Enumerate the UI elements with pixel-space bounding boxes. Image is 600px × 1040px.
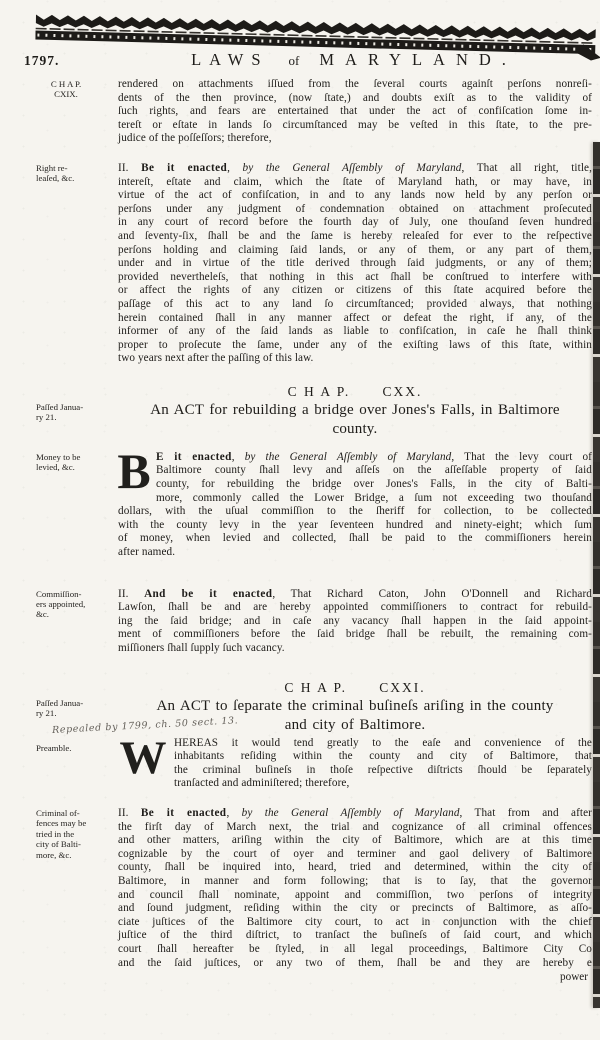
law-paragraph — [118, 588, 592, 656]
section-chap119 — [0, 78, 600, 146]
text-line: county, ſhall be inquired into, heard, tried and determined, within the city of — [118, 861, 592, 874]
text-line: inhabitants reſiding within the county and city of Baltimore, that — [174, 750, 592, 763]
text-line: II. Be it enacted, by the General Aſſembly of Maryland, That all right, title, — [118, 161, 592, 174]
text-line: after named. — [118, 546, 176, 559]
text-line: Paſſed Janua- — [36, 697, 84, 708]
text-line: the criminal buſineſs in thoſe reſpective diſtricts ſhould be ſeparately — [174, 763, 592, 776]
text-line: informer of any of the ſaid lands as liable to confiſcation, in caſe he ſhall think — [118, 325, 592, 338]
text-line: tereſt or eſtate in lands ſo circumſtanced may be veſted in this ſtate, to the pre- — [118, 118, 592, 131]
text-line: Money to be — [36, 451, 81, 462]
text-line: An ACT for rebuilding a bridge over Jones's Falls, in Baltimore — [150, 401, 560, 418]
text-line: Right re- — [36, 162, 68, 173]
text-line: Criminal of- — [36, 807, 80, 818]
text-line: county. — [332, 420, 378, 437]
margin-note — [36, 807, 118, 984]
catchword: power — [560, 971, 588, 984]
text-line: city of Balti- — [36, 839, 81, 850]
law-paragraph — [118, 162, 592, 366]
text-line: provided nevertheleſs, that nothing in this act ſhall be conſtrued to interfere with — [118, 270, 592, 283]
margin-note — [36, 737, 118, 791]
text-line: in any court of record before the fourth day of July, one thouſand ſeven hundred — [118, 216, 592, 229]
text-line: court ſhall hereafter be ſtyled, in all legal proceedings, Baltimore City Co — [118, 942, 592, 955]
law-paragraph — [118, 78, 592, 146]
section-act120-title — [0, 401, 600, 439]
text-line: or affect the rights of any citizen or citizens of this ſtate acquired before the — [118, 284, 592, 297]
text-line: ing the ſaid bridge; and in caſe any vacancy ſhall happen in the ſaid appoint- — [118, 614, 592, 627]
text-line: fences may be — [36, 818, 87, 829]
section-act121-title — [0, 697, 600, 735]
text-line: ry 21. — [36, 412, 57, 423]
page-edge-band — [593, 142, 600, 1008]
text-line: and ſound judgment, reſiding within the city or precincts of Baltimore, as aſſo- — [118, 902, 592, 915]
text-line: ment of commiſſioners before the ſaid bridge ſhall be rebuilt, the remaining com- — [118, 628, 592, 641]
text-line: intereſt, eſtate and claim, which the ſtate of Maryland hath, or may have, in — [118, 175, 592, 188]
text-line: perſons holding and claiming ſaid lands, or any of them, or any part of them, — [118, 243, 592, 256]
text-line: &c. — [36, 609, 49, 620]
text-line: C H A P. — [50, 79, 82, 89]
text-line: leaſed, &c. — [36, 173, 75, 184]
text-line: juſtice of the third diſtrict, to tranſact the buſineſs of ſaid court, and which — [118, 929, 592, 942]
text-line: ry 21. — [36, 708, 57, 718]
section-right-released — [0, 162, 600, 366]
text-line: tranſacted and adminiſtered; therefore, — [174, 777, 350, 790]
margin-note — [36, 401, 118, 439]
text-line: virtue of the act of confiſcation, in and to any lands now held by any perſon or — [118, 189, 592, 202]
text-line: more, commonly called the Lower Bridge, a ſum not exceeding two thouſand — [156, 491, 592, 504]
margin-note — [36, 588, 118, 656]
law-paragraph — [118, 732, 592, 791]
text-line: under and in virtue of the title derived through ſaid judgments, or any of them; — [118, 257, 592, 270]
text-line: cognizable by the court of oyer and terminer and gaol delivery of Baltimore — [118, 847, 592, 860]
text-line: dents of the then province, (now ſtate,) and doubts exiſt as to the validity of — [118, 91, 592, 104]
text-line: dollars, with the uſual commiſſion to the ſheriff for collection, to be collected — [118, 505, 592, 518]
text-line: CXIX. — [54, 89, 78, 100]
section-criminal — [0, 807, 600, 984]
text-line: Baltimore, in manner and form following; that is to ſay, that the governor — [118, 874, 592, 887]
act-title — [118, 401, 592, 439]
text-line: ſuch rights, and fears are entertained that under the act of confiſcation ſome in- — [118, 105, 592, 118]
title-of: of — [288, 53, 300, 68]
drop-cap: B — [117, 443, 151, 500]
drop-cap: W — [119, 732, 167, 784]
text-line: county, for rebuilding the bridge over Jones's Falls, in the city of Balti- — [156, 478, 592, 491]
text-line: judice of the poſſeſſors; therefore, — [118, 132, 272, 145]
text-line: herein contained ſhall in any manner affect or defeat the right, if any, of the — [118, 311, 592, 324]
text-line: Paſſed Janua- — [36, 401, 84, 412]
text-line: and council ſhall nominate, appoint and commiſſion, two perſons of integrity — [118, 888, 592, 901]
law-paragraph — [117, 443, 592, 560]
handwritten-annotation: Repealed by 1799, ch. 50 sect. 13. — [51, 714, 239, 736]
title-laws: LAWS — [191, 50, 269, 69]
text-line: Commiſſion- — [36, 588, 82, 599]
text-line: paſſage of this act to any land ſo circumſtanced; provided always, that nothing — [118, 297, 592, 310]
text-line: miſſioners ſhall ſupply ſuch vacancy. — [118, 642, 285, 654]
section-preamble — [0, 732, 600, 791]
text-line: the firſt day of March next, the trial and cognizance of all criminal offences — [118, 820, 592, 833]
text-line: tried in the — [36, 828, 75, 839]
text-line: levied, &c. — [36, 462, 75, 473]
title-maryland: MARYLAND. — [319, 50, 517, 69]
text-line: and the ſaid juſtices, or any two of them, ſhall be and they are hereby e — [118, 956, 592, 969]
text-line: Baltimore county ſhall levy and aſſeſs on the aſſeſſable property of ſaid — [156, 464, 592, 477]
text-line: with the county levy in the year ſeventeen hundred and ninety-eight; which ſum — [118, 518, 592, 531]
text-line: and ſeventy-ſix, ſhall be and the ſame is hereby releaſed for ever to the reſpective — [118, 229, 592, 242]
chapter-heading: C H A P. CXX. — [287, 383, 423, 399]
text-line: and other matters, ariſing within the city of Baltimore, which are at this time — [118, 834, 592, 847]
margin-note — [36, 162, 118, 366]
section-chap121-heading — [0, 680, 600, 695]
text-line: Preamble. — [36, 742, 72, 753]
text-line: more, &c. — [36, 849, 72, 860]
section-levy — [0, 443, 600, 560]
margin-note — [36, 451, 118, 560]
section-commissioners — [0, 588, 600, 656]
page-body — [0, 78, 600, 984]
text-line: An ACT to ſeparate the criminal buſineſs ariſing in the county — [156, 697, 554, 714]
text-line: proper to proſecute the ſame, under any of the exiſting laws of this ſtate, within — [118, 338, 592, 351]
text-line: II. Be it enacted, by the General Aſſembly of Maryland, That from and after — [118, 806, 592, 819]
text-line: II. And be it enacted, That Richard Caton, John O'Donnell and Richard — [118, 587, 592, 600]
text-line: E it enacted, by the General Aſſembly of Maryland, That the levy court of — [156, 450, 592, 463]
text-line: HEREAS it would tend greatly to the eaſe and convenience of the — [174, 736, 592, 749]
margin-note — [36, 78, 118, 146]
section-chap120-heading — [0, 384, 600, 399]
ornamental-border — [0, 0, 600, 48]
text-line: rendered on attachments iſſued from the ſeveral courts againſt perſons nonreſi- — [118, 78, 592, 90]
year-label: 1797. — [24, 53, 60, 68]
text-line: two years next after the paſſing of this law. — [118, 352, 314, 365]
law-paragraph — [118, 807, 592, 984]
text-line: and city of Baltimore. — [284, 716, 426, 733]
text-line: ciate juſtices of the Baltimore city court, to act in conjunction with the chief — [118, 915, 592, 928]
act-title — [118, 697, 592, 735]
text-line: ers appointed, — [36, 599, 86, 610]
chapter-heading: C H A P. CXXI. — [284, 679, 426, 695]
text-line: perſons under any judgment of condemnation obtained on attachment proſecuted — [118, 202, 592, 215]
text-line: Lawſon, ſhall be and are hereby appointed commiſſioners to contract for rebuild- — [118, 601, 592, 614]
text-line: of money, when levied and collected, ſhall be paid to the commiſſioners herein — [118, 532, 592, 545]
